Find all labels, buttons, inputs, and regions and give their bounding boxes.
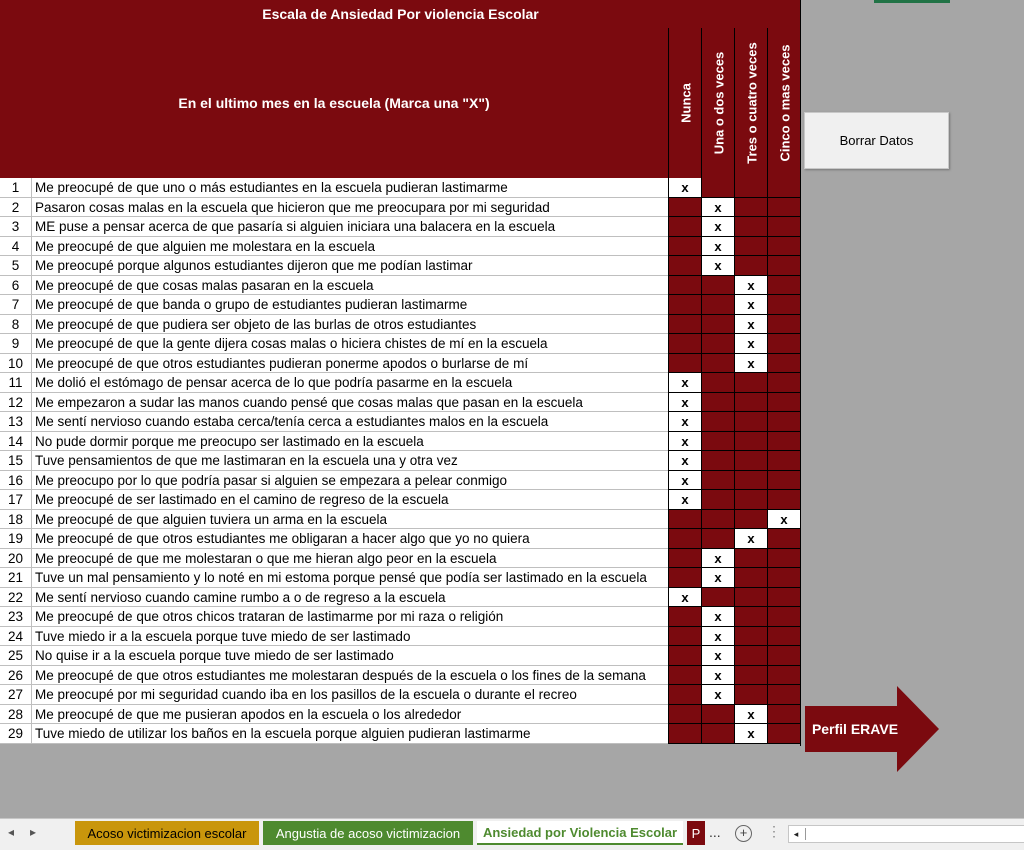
answer-cell[interactable]: x	[701, 237, 734, 257]
table-row	[0, 451, 801, 471]
question-text[interactable]: Me preocupé por mi seguridad cuando iba en los pasillos de la escuela o durante el recreo	[32, 685, 668, 705]
row-number: 28	[0, 705, 32, 725]
answer-cell[interactable]	[701, 471, 734, 491]
answer-cell[interactable]	[767, 276, 800, 296]
table-row	[0, 666, 801, 686]
answer-cell[interactable]	[767, 315, 800, 335]
answer-cell[interactable]: x	[701, 685, 734, 705]
table-row	[0, 315, 801, 335]
answer-cell[interactable]	[734, 607, 767, 627]
row-number: 2	[0, 198, 32, 218]
answer-cell[interactable]	[668, 724, 701, 744]
profile-erave-button[interactable]	[805, 686, 939, 772]
answer-cell[interactable]	[668, 256, 701, 276]
answer-cell[interactable]: x	[668, 373, 701, 393]
answer-cell[interactable]: x	[701, 646, 734, 666]
answer-cell[interactable]	[668, 529, 701, 549]
answer-cell[interactable]	[767, 393, 800, 413]
question-text[interactable]: Me preocupé de que alguien me molestara en la escuela	[32, 237, 668, 257]
answer-cell[interactable]	[668, 276, 701, 296]
profile-erave-label: Perfil ERAVE	[811, 721, 899, 737]
answer-cell[interactable]	[668, 646, 701, 666]
answer-cell[interactable]: x	[734, 295, 767, 315]
table-row	[0, 256, 801, 276]
answer-cell[interactable]	[701, 705, 734, 725]
answer-cell[interactable]: x	[668, 412, 701, 432]
scroll-left-icon[interactable]: ◂	[793, 829, 799, 839]
question-text[interactable]: Me preocupé porque algunos estudiantes dijeron que me podían lastimar	[32, 256, 668, 276]
question-text[interactable]: Me preocupo por lo que podría pasar si alguien se empezara a pelear conmigo	[32, 471, 668, 491]
row-number: 5	[0, 256, 32, 276]
question-text[interactable]: Me preocupé de que otros estudiantes me molestaran después de la escuela o los fines de la semana	[32, 666, 668, 686]
answer-cell[interactable]	[767, 627, 800, 647]
table-row	[0, 490, 801, 510]
answer-cell[interactable]	[701, 451, 734, 471]
answer-cell[interactable]	[734, 627, 767, 647]
question-text[interactable]: Me preocupé de que banda o grupo de estudiantes pudieran lastimarme	[32, 295, 668, 315]
table-row	[0, 198, 801, 218]
question-text[interactable]: Me preocupé de que pudiera ser objeto de las burlas de otros estudiantes	[32, 315, 668, 335]
table-row	[0, 471, 801, 491]
row-number: 19	[0, 529, 32, 549]
answer-cell[interactable]	[767, 490, 800, 510]
answer-cell[interactable]	[701, 178, 734, 198]
answer-cell[interactable]	[701, 724, 734, 744]
answer-cell[interactable]	[767, 334, 800, 354]
table-header	[0, 28, 801, 178]
answer-cell[interactable]: x	[734, 334, 767, 354]
answer-cell[interactable]	[767, 256, 800, 276]
question-text[interactable]: Me preocupé de que me molestaran o que me hieran algo peor en la escuela	[32, 549, 668, 569]
row-number: 10	[0, 354, 32, 374]
table-row	[0, 646, 801, 666]
answer-cell[interactable]	[701, 354, 734, 374]
answer-cell[interactable]: x	[668, 490, 701, 510]
answer-cell[interactable]	[701, 315, 734, 335]
answer-cell[interactable]	[734, 549, 767, 569]
answer-cell[interactable]	[734, 646, 767, 666]
table-row	[0, 607, 801, 627]
answer-cell[interactable]	[701, 412, 734, 432]
row-number: 15	[0, 451, 32, 471]
answer-cell[interactable]	[668, 685, 701, 705]
clear-data-button[interactable]: Borrar Datos	[804, 112, 949, 169]
tab-nav-prev-icon[interactable]: ◂	[7, 825, 15, 839]
answer-cell[interactable]	[701, 432, 734, 452]
column-header-cinco-o-mas: Cinco o mas veces	[767, 28, 801, 178]
row-number: 6	[0, 276, 32, 296]
answer-cell[interactable]	[734, 198, 767, 218]
answer-cell[interactable]	[734, 510, 767, 530]
table-row	[0, 217, 801, 237]
row-number: 13	[0, 412, 32, 432]
answer-cell[interactable]	[734, 393, 767, 413]
answer-cell[interactable]: x	[668, 471, 701, 491]
answer-cell[interactable]	[734, 666, 767, 686]
answer-cell[interactable]	[767, 646, 800, 666]
question-text[interactable]: Tuve un mal pensamiento y lo noté en mi estoma porque pensé que podía ser lastimado en la escuela	[32, 568, 668, 588]
answer-cell[interactable]: x	[668, 432, 701, 452]
row-number: 27	[0, 685, 32, 705]
sheet-tab-bar	[0, 818, 1024, 850]
answer-cell[interactable]	[767, 666, 800, 686]
answer-cell[interactable]	[734, 237, 767, 257]
question-text[interactable]: Me preocupé de que cosas malas pasaran en la escuela	[32, 276, 668, 296]
answer-cell[interactable]	[701, 393, 734, 413]
answer-cell[interactable]	[701, 529, 734, 549]
answer-cell[interactable]	[734, 256, 767, 276]
row-number: 11	[0, 373, 32, 393]
answer-cell[interactable]	[767, 178, 800, 198]
answer-cell[interactable]	[668, 237, 701, 257]
question-text[interactable]: Me preocupé de que alguien tuviera un arma en la escuela	[32, 510, 668, 530]
table-row	[0, 276, 801, 296]
answer-cell[interactable]	[701, 276, 734, 296]
instruction-header: En el ultimo mes en la escuela (Marca una "X")	[178, 95, 490, 111]
answer-cell[interactable]	[668, 627, 701, 647]
answer-cell[interactable]: x	[668, 588, 701, 608]
answer-cell[interactable]	[767, 529, 800, 549]
answer-cell[interactable]	[734, 451, 767, 471]
row-number: 16	[0, 471, 32, 491]
add-sheet-icon[interactable]: +	[735, 825, 752, 842]
row-number: 25	[0, 646, 32, 666]
row-number: 4	[0, 237, 32, 257]
table-row	[0, 432, 801, 452]
row-number: 29	[0, 724, 32, 744]
answer-cell[interactable]	[668, 607, 701, 627]
table-row	[0, 393, 801, 413]
answer-cell[interactable]: x	[767, 510, 800, 530]
table-row	[0, 627, 801, 647]
question-text[interactable]: Me preocupé de que uno o más estudiantes en la escuela pudieran lastimarme	[32, 178, 668, 198]
row-number: 20	[0, 549, 32, 569]
splitter-handle-icon[interactable]: ⋮	[767, 823, 781, 839]
row-number: 14	[0, 432, 32, 452]
answer-cell[interactable]	[767, 568, 800, 588]
answer-cell[interactable]	[734, 373, 767, 393]
answer-cell[interactable]	[734, 588, 767, 608]
answer-cell[interactable]	[734, 568, 767, 588]
answer-cell[interactable]	[767, 607, 800, 627]
question-text[interactable]: No pude dormir porque me preocupo ser lastimado en la escuela	[32, 432, 668, 452]
table-row	[0, 685, 801, 705]
answer-cell[interactable]	[734, 412, 767, 432]
answer-cell[interactable]	[767, 373, 800, 393]
row-number: 22	[0, 588, 32, 608]
table-row	[0, 549, 801, 569]
more-tabs-button[interactable]: ...	[709, 824, 721, 840]
answer-cell[interactable]	[767, 451, 800, 471]
answer-cell[interactable]	[701, 510, 734, 530]
answer-cell[interactable]	[734, 178, 767, 198]
question-text[interactable]: Me sentí nervioso cuando estaba cerca/tenía cerca a estudiantes malos en la escuela	[32, 412, 668, 432]
question-text[interactable]: Me preocupé de que otros chicos trataran de lastimarme por mi raza o religión	[32, 607, 668, 627]
answer-cell[interactable]: x	[668, 451, 701, 471]
question-text[interactable]: Me preocupé de que la gente dijera cosas malas o hiciera chistes de mí en la escuela	[32, 334, 668, 354]
answer-cell[interactable]	[701, 490, 734, 510]
row-number: 3	[0, 217, 32, 237]
sheet-title: Escala de Ansiedad Por violencia Escolar	[0, 0, 801, 28]
answer-cell[interactable]	[668, 568, 701, 588]
column-header-tres-o-cuatro: Tres o cuatro veces	[734, 28, 768, 178]
answer-cell[interactable]: x	[668, 178, 701, 198]
ribbon-accent	[874, 0, 950, 3]
answer-cell[interactable]	[668, 315, 701, 335]
answer-cell[interactable]	[668, 705, 701, 725]
answer-cell[interactable]: x	[701, 666, 734, 686]
row-number: 7	[0, 295, 32, 315]
table-border	[800, 0, 801, 746]
answer-cell[interactable]	[767, 198, 800, 218]
table-row	[0, 568, 801, 588]
row-number: 1	[0, 178, 32, 198]
question-text[interactable]: No quise ir a la escuela porque tuve miedo de ser lastimado	[32, 646, 668, 666]
row-number: 26	[0, 666, 32, 686]
table-row	[0, 412, 801, 432]
question-text[interactable]: Me preocupé de que otros estudiantes pudieran ponerme apodos o burlarse de mí	[32, 354, 668, 374]
answer-cell[interactable]	[668, 549, 701, 569]
column-header-nunca: Nunca	[668, 28, 702, 178]
table-row	[0, 237, 801, 257]
answer-cell[interactable]	[734, 432, 767, 452]
answer-cell[interactable]	[767, 237, 800, 257]
answer-cell[interactable]	[767, 549, 800, 569]
row-number: 9	[0, 334, 32, 354]
answer-cell[interactable]	[668, 217, 701, 237]
table-row	[0, 705, 801, 725]
row-number: 18	[0, 510, 32, 530]
answer-cell[interactable]	[767, 432, 800, 452]
question-text[interactable]: Me dolió el estómago de pensar acerca de lo que podría pasarme en la escuela	[32, 373, 668, 393]
column-header-una-o-dos: Una o dos veces	[701, 28, 735, 178]
question-text[interactable]: Me preocupé de ser lastimado en el camino de regreso de la escuela	[32, 490, 668, 510]
table-row	[0, 588, 801, 608]
answer-cell[interactable]: x	[734, 529, 767, 549]
table-row	[0, 724, 801, 744]
question-text[interactable]: Me sentí nervioso cuando camine rumbo a o de regreso a la escuela	[32, 588, 668, 608]
answer-cell[interactable]	[767, 724, 800, 744]
tab-acoso-victimizacion[interactable]: Acoso victimizacion escolar	[75, 821, 259, 845]
answer-cell[interactable]	[701, 295, 734, 315]
answer-cell[interactable]: x	[701, 607, 734, 627]
answer-cell[interactable]: x	[701, 627, 734, 647]
table-row	[0, 178, 801, 198]
row-number: 24	[0, 627, 32, 647]
answer-cell[interactable]	[668, 666, 701, 686]
row-number: 23	[0, 607, 32, 627]
answer-cell[interactable]	[701, 588, 734, 608]
question-text[interactable]: Pasaron cosas malas en la escuela que hicieron que me preocupara por mi seguridad	[32, 198, 668, 218]
answer-cell[interactable]	[734, 685, 767, 705]
answer-cell[interactable]	[734, 471, 767, 491]
table-row	[0, 334, 801, 354]
table-row	[0, 373, 801, 393]
table-row	[0, 510, 801, 530]
answer-cell[interactable]	[701, 373, 734, 393]
table-row	[0, 295, 801, 315]
answer-cell[interactable]: x	[734, 354, 767, 374]
answer-cell[interactable]	[734, 490, 767, 510]
row-number: 17	[0, 490, 32, 510]
table-row	[0, 354, 801, 374]
answer-cell[interactable]: x	[668, 393, 701, 413]
answer-cell[interactable]	[668, 510, 701, 530]
answer-cell[interactable]: x	[701, 568, 734, 588]
scroll-thumb[interactable]	[805, 828, 1006, 840]
question-text[interactable]: Me preocupé de que otros estudiantes me obligaran a hacer algo que yo no quiera	[32, 529, 668, 549]
answer-cell[interactable]	[767, 471, 800, 491]
answer-cell[interactable]: x	[734, 724, 767, 744]
answer-cell[interactable]: x	[701, 256, 734, 276]
answer-cell[interactable]	[734, 217, 767, 237]
answer-cell[interactable]	[668, 334, 701, 354]
tab-nav-next-icon[interactable]: ▸	[29, 825, 37, 839]
answer-cell[interactable]	[767, 685, 800, 705]
tab-angustia-acoso[interactable]: Angustia de acoso victimizacion	[263, 821, 473, 845]
answer-cell[interactable]	[668, 295, 701, 315]
row-number: 8	[0, 315, 32, 335]
answer-cell[interactable]: x	[734, 276, 767, 296]
answer-cell[interactable]	[767, 217, 800, 237]
answer-cell[interactable]: x	[734, 705, 767, 725]
answer-cell[interactable]	[701, 334, 734, 354]
row-number: 12	[0, 393, 32, 413]
answer-cell[interactable]: x	[734, 315, 767, 335]
answer-cell[interactable]: x	[701, 198, 734, 218]
row-number: 21	[0, 568, 32, 588]
question-text[interactable]: Tuve miedo ir a la escuela porque tuve miedo de ser lastimado	[32, 627, 668, 647]
question-text[interactable]: Tuve pensamientos de que me lastimaran en la escuela una y otra vez	[32, 451, 668, 471]
answer-cell[interactable]: x	[701, 217, 734, 237]
tab-ansiedad-violencia[interactable]: Ansiedad por Violencia Escolar	[477, 821, 683, 845]
question-text[interactable]: ME puse a pensar acerca de que pasaría si alguien iniciara una balacera en la escuela	[32, 217, 668, 237]
tab-p[interactable]: P	[687, 821, 705, 845]
answer-cell[interactable]	[668, 354, 701, 374]
horizontal-scrollbar[interactable]	[788, 825, 1024, 843]
answer-cell[interactable]	[767, 705, 800, 725]
answer-cell[interactable]: x	[701, 549, 734, 569]
table-row	[0, 529, 801, 549]
answer-cell[interactable]	[767, 412, 800, 432]
answer-cell[interactable]	[767, 354, 800, 374]
question-text[interactable]: Me preocupé de que me pusieran apodos en la escuela o los alrededor	[32, 705, 668, 725]
answer-cell[interactable]	[767, 588, 800, 608]
question-text[interactable]: Tuve miedo de utilizar los baños en la escuela porque alguien pudieran lastimarme	[32, 724, 668, 744]
answer-cell[interactable]	[668, 198, 701, 218]
answer-cell[interactable]	[767, 295, 800, 315]
question-text[interactable]: Me empezaron a sudar las manos cuando pensé que cosas malas que pasan en la escuela	[32, 393, 668, 413]
